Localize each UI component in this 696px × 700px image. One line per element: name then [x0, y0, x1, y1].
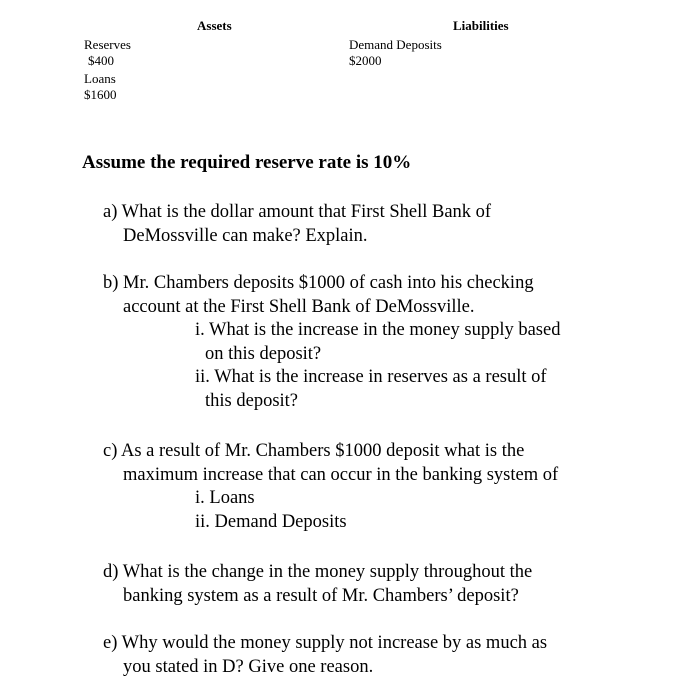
question-b: [103, 272, 560, 413]
question-c-line1: c) As a result of Mr. Chambers $1000 deposit what is the: [103, 441, 525, 461]
question-c: [103, 440, 558, 534]
question-c-line2: maximum increase that can occur in the banking system of: [123, 464, 559, 485]
question-a-line1: a) What is the dollar amount that First Shell Bank of: [103, 202, 492, 222]
question-d-line1: d) What is the change in the money supply throughout the: [103, 562, 533, 582]
question-e: [103, 632, 547, 679]
liabilities-header: Liabilities: [453, 18, 509, 33]
question-e-line2: you stated in D? Give one reason.: [123, 656, 374, 677]
question-c-sub1: i. Loans: [195, 488, 255, 508]
question-b-sub1-line1: i. What is the increase in the money supply based: [195, 320, 561, 340]
assets-header: Assets: [197, 18, 232, 33]
demand-deposits-value: $2000: [349, 53, 382, 68]
question-b-sub1: [103, 319, 560, 366]
question-b-sub2-line1: ii. What is the increase in reserves as a result of: [195, 367, 547, 387]
question-d: [103, 561, 532, 608]
loans-label: Loans: [84, 71, 116, 86]
question-b-line1: b) Mr. Chambers deposits $1000 of cash into his checking: [103, 273, 534, 293]
question-a: [103, 201, 491, 248]
question-d-line2: banking system as a result of Mr. Chambers’ deposit?: [123, 585, 519, 606]
question-a-line2: DeMossville can make? Explain.: [123, 225, 368, 246]
assumption-heading: Assume the required reserve rate is 10%: [82, 152, 412, 173]
reserves-label: Reserves: [84, 37, 131, 52]
reserves-value: $400: [88, 53, 114, 68]
demand-deposits-label: Demand Deposits: [349, 37, 442, 52]
question-e-line1: e) Why would the money supply not increase by as much as: [103, 633, 548, 653]
question-b-line2: account at the First Shell Bank of DeMossville.: [123, 296, 475, 317]
loans-value: $1600: [84, 87, 117, 102]
question-b-sub1-line2: on this deposit?: [205, 343, 322, 364]
question-c-sub2: ii. Demand Deposits: [195, 511, 347, 532]
question-b-sub2-line2: this deposit?: [205, 390, 299, 411]
question-b-sub2: [103, 366, 560, 413]
